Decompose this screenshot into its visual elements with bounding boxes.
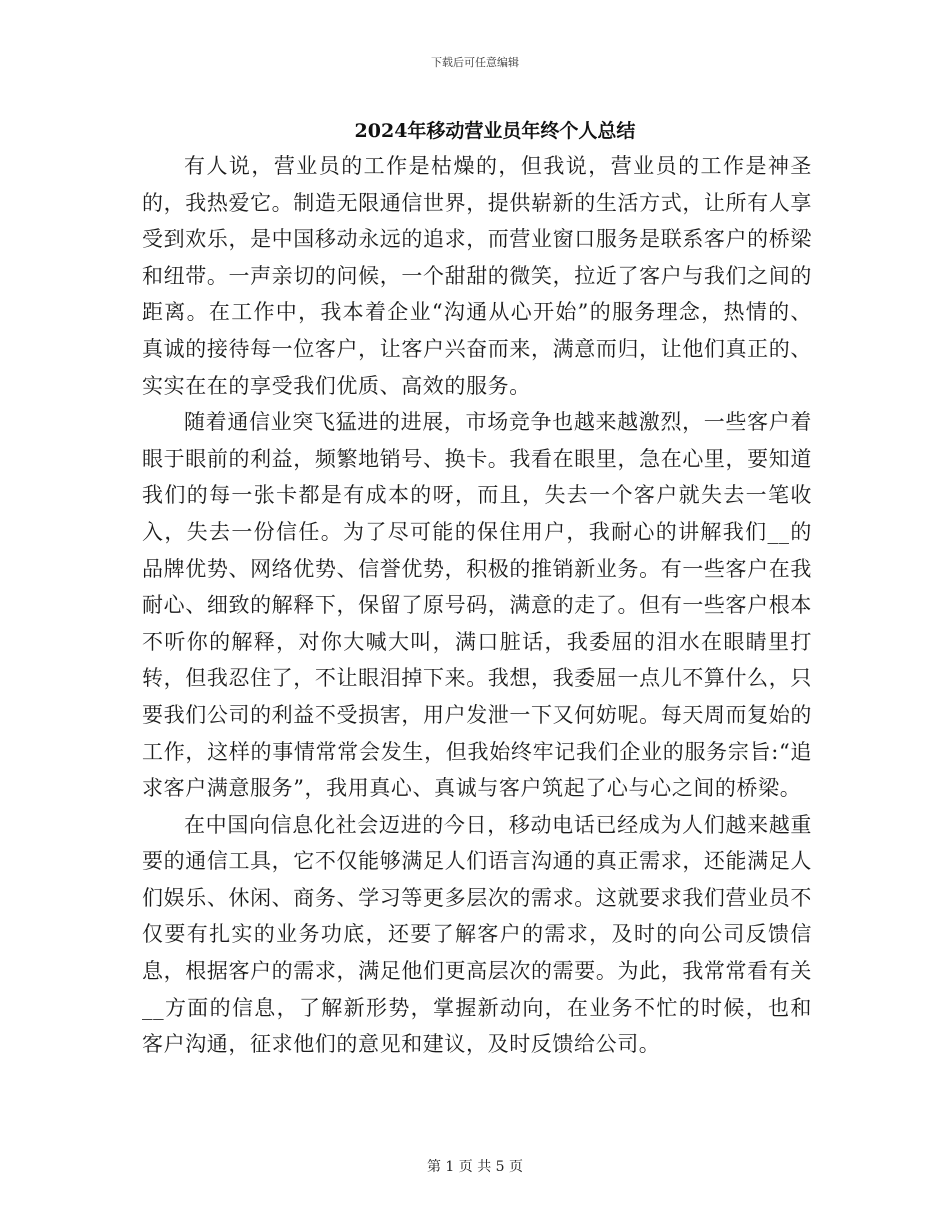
document-body <box>142 148 812 1063</box>
document-title: 2024年移动营业员年终个人总结 <box>354 120 636 142</box>
header-note: 下载后可任意编辑 <box>431 56 519 69</box>
paragraph-3: 在中国向信息化社会迈进的今日，移动电话已经成为人们越来越重要的通信工具，它不仅能够满足人们语言沟通的真正需求，还能满足人们娱乐、休闲、商务、学习等更多层次的需求。这就要求我们营业员不仅要有扎实的业务功底，还要了解客户的需求，及时的向公司反馈信息，根据客户的需求，满足他们更高层次的需要。为此，我常常看有关__方面的信息，了解新形势，掌握新动向，在业务不忙的时候，也和客户沟通，征求他们的意见和建议，及时反馈给公司。 <box>142 812 812 1057</box>
page-footer: 第 1 页 共 5 页 <box>426 1159 524 1175</box>
paragraph-2: 随着通信业突飞猛进的进展，市场竞争也越来越激烈，一些客户着眼于眼前的利益，频繁地销号、换卡。我看在眼里，急在心里，要知道我们的每一张卡都是有成本的呀，而且，失去一个客户就失去一笔收入，失去一份信任。为了尽可能的保住用户，我耐心的讲解我们__的品牌优势、网络优势、信誉优势，积极的推销新业务。有一些客户在我耐心、细致的解释下，保留了原号码，满意的走了。但有一些客户根本不听你的解释，对你大喊大叫，满口脏话，我委屈的泪水在眼睛里打转，但我忍住了，不让眼泪掉下来。我想，我委屈一点儿不算什么，只要我们公司的利益不受损害，用户发泄一下又何妨呢。每天周而复始的工作，这样的事情常常会发生，但我始终牢记我们企业的服务宗旨:“追求客户满意服务”，我用真心、真诚与客户筑起了心与心之间的桥梁。 <box>142 410 812 801</box>
paragraph-1: 有人说，营业员的工作是枯燥的，但我说，营业员的工作是神圣的，我热爱它。制造无限通信世界，提供崭新的生活方式，让所有人享受到欢乐，是中国移动永远的追求，而营业窗口服务是联系客户的桥梁和纽带。一声亲切的问候，一个甜甜的微笑，拉近了客户与我们之间的距离。在工作中，我本着企业“沟通从心开始”的服务理念，热情的、真诚的接待每一位客户，让客户兴奋而来，满意而归，让他们真正的、实实在在的享受我们优质、高效的服务。 <box>142 154 812 398</box>
